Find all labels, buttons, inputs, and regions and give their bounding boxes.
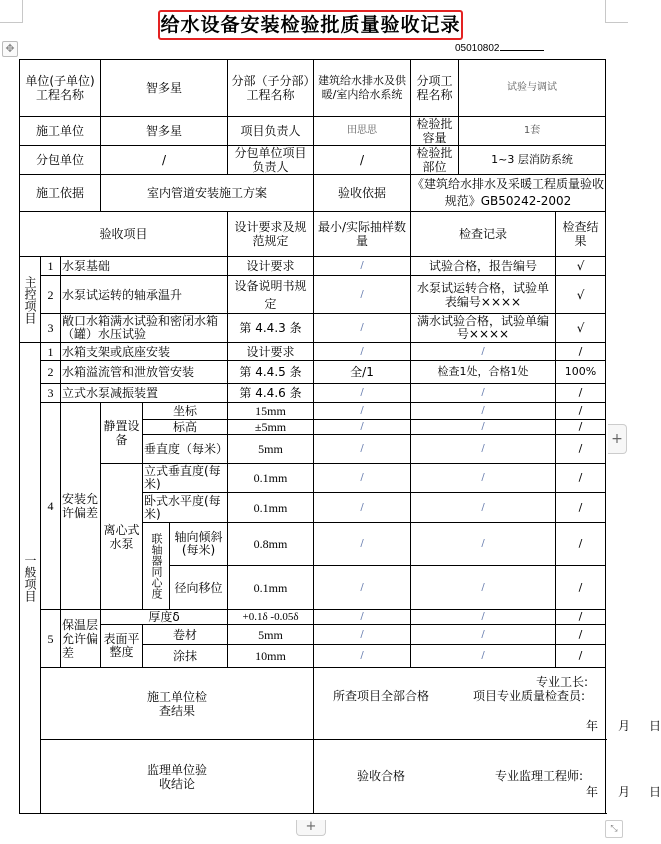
general-item-design: 第 4.4.6 条 bbox=[228, 384, 314, 403]
document-title: 给水设备安装检验批质量验收记录 bbox=[158, 10, 463, 40]
general-item-design: 第 4.4.5 条 bbox=[228, 361, 314, 384]
acceptance-basis-value: 《建筑给水排水及采暖工程质量验收规范》GB50242-2002 bbox=[411, 175, 606, 212]
general-item-result: 100% bbox=[556, 361, 606, 384]
general-item-sample: / bbox=[314, 384, 411, 403]
main-item-sample: / bbox=[314, 257, 411, 276]
tolerance-sample: / bbox=[314, 645, 411, 668]
date-month: 月 bbox=[618, 785, 631, 799]
supervisor-check-label-text: 监理单位验收结论 bbox=[147, 762, 208, 791]
contractor-check-label bbox=[41, 668, 314, 740]
tolerance-design: 0.1mm bbox=[228, 493, 314, 523]
col-header-record: 检查记录 bbox=[411, 212, 556, 257]
tolerance-record: / bbox=[411, 625, 556, 645]
tolerance-sample: / bbox=[314, 566, 411, 610]
subcontractor-value: / bbox=[101, 146, 228, 175]
tolerance-result: / bbox=[556, 645, 606, 668]
main-item-no: 1 bbox=[41, 257, 61, 276]
general-item-sample: 全/1 bbox=[314, 361, 411, 384]
main-item-record: 水泵试运转合格，试验单表编号×××× bbox=[411, 276, 556, 314]
page-corner-mark bbox=[0, 0, 23, 23]
general-item-no: 4 bbox=[41, 403, 61, 610]
main-item-design: 设备说明书规定 bbox=[228, 276, 314, 314]
tolerance-sample: / bbox=[314, 435, 411, 464]
contractor-check-cell bbox=[314, 668, 661, 740]
main-control-label: 主控项目 bbox=[20, 257, 41, 343]
main-item-result: √ bbox=[556, 257, 606, 276]
col-header-item: 验收项目 bbox=[20, 212, 228, 257]
tolerance-sample: / bbox=[314, 523, 411, 566]
document-code bbox=[455, 41, 544, 54]
coupling-group-label: 联轴器同心度 bbox=[143, 523, 170, 610]
tolerance-design: 5mm bbox=[228, 625, 314, 645]
general-item-result: / bbox=[556, 343, 606, 361]
general-label: 一般项目 bbox=[20, 343, 41, 814]
surface-group-label: 表面平整度 bbox=[101, 625, 143, 668]
tolerance-sample: / bbox=[314, 625, 411, 645]
table-resize-icon[interactable]: ⤡ bbox=[605, 820, 623, 838]
tolerance-name: 标高 bbox=[143, 420, 228, 435]
sub-division-value: 建筑给水排水及供暖/室内给水系统 bbox=[314, 60, 411, 117]
inspector-label: 项目专业质量检查员: bbox=[473, 689, 586, 703]
general-item-name: 安装允许偏差 bbox=[61, 403, 101, 610]
tolerance-name: 立式垂直度(每米) bbox=[143, 464, 228, 493]
supervisor-check-label bbox=[41, 740, 314, 814]
tolerance-design: 5mm bbox=[228, 435, 314, 464]
sub-manager-label: 分包单位项目负责人 bbox=[228, 146, 314, 175]
tolerance-sample: / bbox=[314, 464, 411, 493]
tolerance-name: 涂抹 bbox=[143, 645, 228, 668]
contractor-label: 施工单位 bbox=[20, 117, 101, 146]
col-header-design: 设计要求及规范规定 bbox=[228, 212, 314, 257]
project-manager-label: 项目负责人 bbox=[228, 117, 314, 146]
project-manager-value: 田思思 bbox=[314, 117, 411, 146]
sub-item-value: 试验与调试 bbox=[459, 60, 606, 117]
general-item-record: / bbox=[411, 384, 556, 403]
batch-capacity-value: 1套 bbox=[459, 117, 606, 146]
supervisor-check-cell bbox=[314, 740, 661, 814]
tolerance-sample: / bbox=[314, 610, 411, 625]
tolerance-record: / bbox=[411, 610, 556, 625]
tolerance-design: 0.8mm bbox=[228, 523, 314, 566]
acceptance-basis-label: 验收依据 bbox=[314, 175, 411, 212]
tolerance-design: ±5mm bbox=[228, 420, 314, 435]
tolerance-record: / bbox=[411, 464, 556, 493]
tolerance-record: / bbox=[411, 523, 556, 566]
tolerance-design: 0.1mm bbox=[228, 566, 314, 610]
code-underline bbox=[500, 41, 544, 51]
general-item-no: 3 bbox=[41, 384, 61, 403]
tolerance-name: 厚度δ bbox=[101, 610, 228, 625]
tolerance-result: / bbox=[556, 610, 606, 625]
contractor-check-result: 所查项目全部合格 bbox=[333, 689, 430, 703]
page-corner-mark bbox=[605, 0, 628, 23]
contractor-check-label-text: 施工单位检查结果 bbox=[147, 689, 208, 718]
main-item-design: 设计要求 bbox=[228, 257, 314, 276]
tolerance-name: 径向移位 bbox=[170, 566, 228, 610]
tolerance-name: 垂直度（每米） bbox=[143, 435, 228, 464]
unit-project-label: 单位(子单位)工程名称 bbox=[20, 60, 101, 117]
general-item-name: 水箱支架或底座安装 bbox=[61, 343, 228, 361]
main-item-result: √ bbox=[556, 314, 606, 343]
general-item-no: 1 bbox=[41, 343, 61, 361]
tolerance-name: 坐标 bbox=[143, 403, 228, 420]
add-row-button[interactable]: + bbox=[296, 820, 326, 836]
tolerance-result: / bbox=[556, 420, 606, 435]
general-item-design: 设计要求 bbox=[228, 343, 314, 361]
general-item-result: / bbox=[556, 384, 606, 403]
general-item-name: 立式水泵减振装置 bbox=[61, 384, 228, 403]
unit-project-value: 智多星 bbox=[101, 60, 228, 117]
date-day: 日 bbox=[649, 785, 661, 799]
general-item-name: 保温层允许偏差 bbox=[61, 610, 101, 668]
tolerance-result: / bbox=[556, 464, 606, 493]
general-item-name: 水箱溢流管和泄放管安装 bbox=[61, 361, 228, 384]
basis-label: 施工依据 bbox=[20, 175, 101, 212]
main-item-record: 满水试验合格，试验单编号×××× bbox=[411, 314, 556, 343]
contractor-value: 智多星 bbox=[101, 117, 228, 146]
main-item-name: 敞口水箱满水试验和密闭水箱（罐）水压试验 bbox=[61, 314, 228, 343]
general-item-sample: / bbox=[314, 343, 411, 361]
tolerance-result: / bbox=[556, 625, 606, 645]
tolerance-result: / bbox=[556, 435, 606, 464]
general-item-no: 2 bbox=[41, 361, 61, 384]
batch-location-value: 1~3 层消防系统 bbox=[459, 146, 606, 175]
tolerance-sample: / bbox=[314, 403, 411, 420]
main-item-no: 2 bbox=[41, 276, 61, 314]
date-year: 年 bbox=[586, 719, 599, 733]
tolerance-record: / bbox=[411, 403, 556, 420]
batch-location-label: 检验批部位 bbox=[411, 146, 459, 175]
tolerance-name: 卧式水平度(每米) bbox=[143, 493, 228, 523]
subcontractor-label: 分包单位 bbox=[20, 146, 101, 175]
static-group-label: 静置设备 bbox=[101, 403, 143, 464]
tolerance-sample: / bbox=[314, 493, 411, 523]
main-item-record: 试验合格，报告编号 bbox=[411, 257, 556, 276]
main-item-sample: / bbox=[314, 276, 411, 314]
date-year: 年 bbox=[586, 785, 599, 799]
sub-division-label: 分部（子分部）工程名称 bbox=[228, 60, 314, 117]
sub-item-label: 分项工程名称 bbox=[411, 60, 459, 117]
tolerance-name: 轴向倾斜(每米) bbox=[170, 523, 228, 566]
main-item-sample: / bbox=[314, 314, 411, 343]
general-item-no: 5 bbox=[41, 610, 61, 668]
inspection-record-table-full bbox=[19, 59, 661, 814]
code-number: 05010802 bbox=[455, 43, 500, 54]
tolerance-name: 卷材 bbox=[143, 625, 228, 645]
tolerance-design: 15mm bbox=[228, 403, 314, 420]
pump-group-label: 离心式水泵 bbox=[101, 464, 143, 610]
tolerance-result: / bbox=[556, 566, 606, 610]
foreman-label: 专业工长: bbox=[536, 675, 589, 689]
add-column-button[interactable]: + bbox=[608, 424, 627, 454]
tolerance-sample: / bbox=[314, 420, 411, 435]
date-month: 月 bbox=[618, 719, 631, 733]
general-item-record: / bbox=[411, 343, 556, 361]
tolerance-record: / bbox=[411, 420, 556, 435]
main-item-no: 3 bbox=[41, 314, 61, 343]
main-item-result: √ bbox=[556, 276, 606, 314]
supervisor-check-result: 验收合格 bbox=[357, 769, 406, 783]
tolerance-record: / bbox=[411, 645, 556, 668]
general-item-record: 检查1处，合格1处 bbox=[411, 361, 556, 384]
engineer-label: 专业监理工程师: bbox=[495, 769, 584, 783]
date-day: 日 bbox=[649, 719, 661, 733]
tolerance-record: / bbox=[411, 493, 556, 523]
table-move-icon[interactable]: ✥ bbox=[2, 41, 18, 57]
sub-manager-value: / bbox=[314, 146, 411, 175]
main-item-name: 水泵试运转的轴承温升 bbox=[61, 276, 228, 314]
tolerance-result: / bbox=[556, 523, 606, 566]
batch-capacity-label: 检验批容量 bbox=[411, 117, 459, 146]
col-header-sample: 最小/实际抽样数量 bbox=[314, 212, 411, 257]
basis-value: 室内管道安装施工方案 bbox=[101, 175, 314, 212]
main-item-design: 第 4.4.3 条 bbox=[228, 314, 314, 343]
tolerance-design: 10mm bbox=[228, 645, 314, 668]
col-header-result: 检查结果 bbox=[556, 212, 606, 257]
tolerance-record: / bbox=[411, 566, 556, 610]
tolerance-result: / bbox=[556, 493, 606, 523]
tolerance-result: / bbox=[556, 403, 606, 420]
tolerance-design: 0.1mm bbox=[228, 464, 314, 493]
main-item-name: 水泵基础 bbox=[61, 257, 228, 276]
tolerance-design: +0.1δ -0.05δ bbox=[228, 610, 314, 625]
tolerance-record: / bbox=[411, 435, 556, 464]
